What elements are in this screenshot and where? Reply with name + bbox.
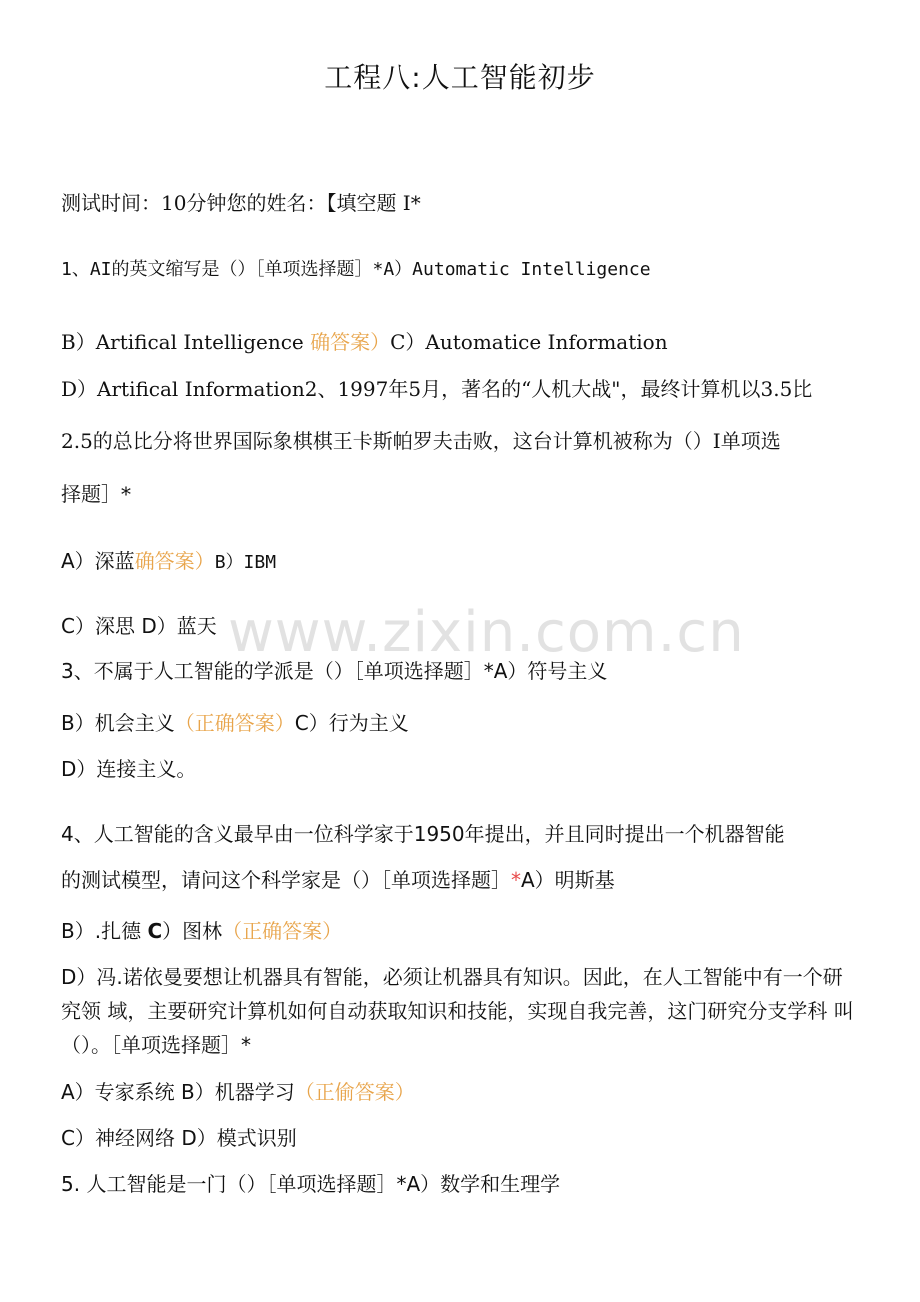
option-b-text: B）IBM — [214, 552, 277, 573]
question-4-line-1: 4、人工智能的含义最早由一位科学家于1950年提出，并且同时提出一个机器智能 — [61, 822, 785, 846]
option-b-text: B）Artifical Intelligence — [61, 330, 311, 354]
option-a-text: A）深蓝 — [61, 549, 135, 573]
question-5-line: 5. 人工智能是一门（）［单项选择题］*A）数学和生理学 — [61, 1172, 561, 1196]
question-4-line-2 — [61, 866, 615, 894]
question-4-text: 的测试模型，请问这个科学家是（）［单项选择题］ — [61, 868, 511, 892]
correct-answer-label: 确答案） — [310, 330, 391, 354]
option-b-text: B）机会主义 — [61, 711, 175, 735]
correct-answer-label: （正确答案） — [174, 711, 295, 735]
correct-answer-label: 确答案） — [134, 549, 215, 573]
question-2-options-line-2: C）深思 D）蓝天 — [61, 614, 217, 638]
question-2-line-1: D）Artifical Information2、1997年5月，著名的“人机大战"，最终计算机以3.5比 — [61, 377, 813, 401]
option-c-letter: C — [147, 919, 163, 943]
option-b-text: B）.扎德 — [61, 919, 148, 943]
question-1-line — [61, 254, 651, 284]
question-2-line-2: 2.5的总比分将世界国际象棋棋王卡斯帕罗夫击败，这台计算机被称为（）I单项选 — [61, 429, 781, 453]
question-2-options-line — [61, 547, 276, 577]
question-4-options-line — [61, 917, 342, 945]
watermark: www.zixin.com.cn — [228, 600, 745, 665]
question-next-options-line-2: C）神经网络 D）模式识别 — [61, 1126, 297, 1150]
option-c-text: C）Automatice Information — [390, 330, 668, 354]
option-c-text: ）图林 — [162, 919, 223, 943]
question-3-options-line — [61, 709, 409, 737]
question-1-text: 1、AI的英文缩写是（）［单项选择题］*A）Automatic Intelligence — [61, 259, 651, 280]
question-3-line: 3、不属于人工智能的学派是（）［单项选择题］*A）符号主义 — [61, 659, 608, 683]
question-next-options-line — [61, 1078, 415, 1106]
option-c-text: C）行为主义 — [294, 711, 409, 735]
option-a-text: A）明斯基 — [521, 868, 615, 892]
correct-answer-label: （正偷答案） — [294, 1080, 415, 1104]
required-star: * — [511, 868, 521, 892]
question-4-option-d-and-next-question: D）冯.诺依曼要想让机器具有智能，必须让机器具有知识。因此，在人工智能中有一个研究领 域，主要研究计算机如何自动获取知识和技能，实现自我完善，这门研究分支学科 叫（）。［单项选择题］* — [61, 965, 854, 1057]
correct-answer-label: （正确答案） — [222, 919, 343, 943]
question-3-options-line-2: D）连接主义。 — [61, 757, 197, 781]
question-1-options-line — [61, 328, 668, 356]
question-2-line-3: 择题］* — [61, 482, 131, 506]
intro-line: 测试时间：10分钟您的姓名：【填空题 I* — [61, 191, 421, 215]
options-ab-text: A）专家系统 B）机器学习 — [61, 1080, 295, 1104]
document-title: 工程八:人工智能初步 — [324, 61, 596, 94]
